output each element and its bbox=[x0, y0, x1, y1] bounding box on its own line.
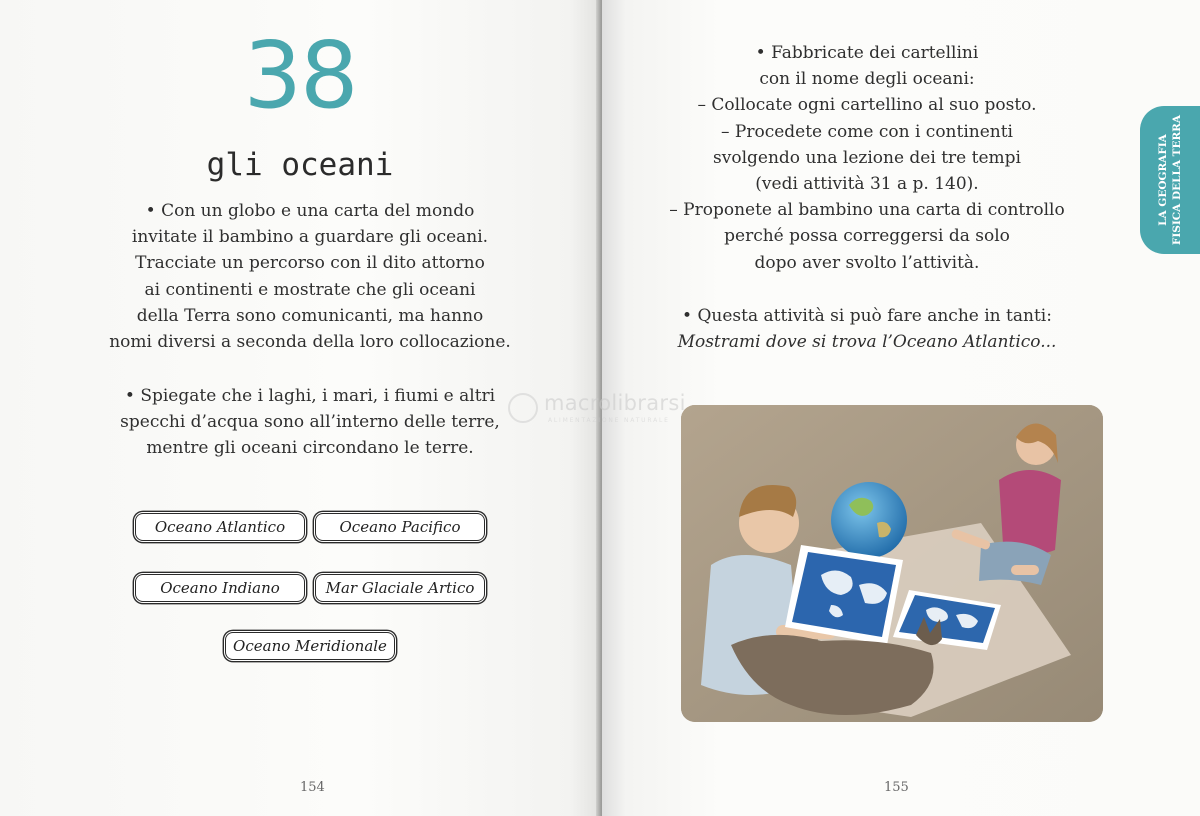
text-line: • Fabbricate dei cartellini bbox=[755, 43, 979, 63]
text-line: – Collocate ogni cartellino al suo posto. bbox=[697, 95, 1037, 116]
watermark-logo-icon bbox=[508, 393, 538, 423]
text-line: mentre gli oceani circondano le terre. bbox=[146, 438, 474, 459]
ocean-label-card: Oceano Pacifico bbox=[315, 513, 485, 541]
text-line: Tracciate un percorso con il dito attorno bbox=[135, 253, 485, 274]
text-line: – Procedete come con i continenti bbox=[720, 121, 1013, 142]
activity-title: gli oceani bbox=[206, 147, 394, 183]
text-line: perché possa correggersi da solo bbox=[724, 226, 1010, 247]
ocean-label-card: Mar Glaciale Artico bbox=[315, 574, 485, 602]
side-tab-label bbox=[1156, 110, 1184, 250]
right-paragraph-1 bbox=[602, 40, 1132, 276]
watermark-subtext: ALIMENTAZIONE NATURALE bbox=[548, 417, 670, 424]
text-line: svolgendo una lezione dei tre tempi bbox=[713, 147, 1021, 168]
photo-illustration bbox=[681, 405, 1103, 722]
activity-number: 38 bbox=[243, 22, 357, 129]
ocean-label-card: Oceano Meridionale bbox=[225, 632, 395, 660]
text-line: dopo aver svolto l’attività. bbox=[754, 252, 980, 273]
left-paragraph-1 bbox=[20, 198, 600, 355]
text-line: della Terra sono comunicanti, ma hanno bbox=[136, 305, 484, 326]
text-line: • Questa attività si può fare anche in tanti: bbox=[682, 306, 1052, 326]
right-paragraph-2 bbox=[602, 303, 1132, 355]
page-number-right: 155 bbox=[884, 780, 909, 795]
page-number-left: 154 bbox=[300, 780, 325, 795]
activity-photo bbox=[681, 405, 1103, 722]
text-line: – Proponete al bambino una carta di controllo bbox=[669, 200, 1065, 221]
text-line: specchi d’acqua sono all’interno delle terre, bbox=[120, 412, 500, 433]
side-tab-line: FISICA DELLA TERRA bbox=[1171, 114, 1183, 246]
text-line: invitate il bambino a guardare gli oceani. bbox=[131, 227, 489, 248]
side-tab-line: LA GEOGRAFIA bbox=[1157, 134, 1169, 226]
text-line: nomi diversi a seconda della loro collocazione. bbox=[109, 332, 511, 353]
example-question: Mostrami dove si trova l’Oceano Atlantico... bbox=[677, 332, 1057, 353]
ocean-label-card: Oceano Indiano bbox=[135, 574, 305, 602]
text-line: • Spiegate che i laghi, i mari, i fiumi e altri bbox=[124, 386, 496, 406]
ocean-label-card: Oceano Atlantico bbox=[135, 513, 305, 541]
text-line: ai continenti e mostrate che gli oceani bbox=[144, 279, 476, 300]
text-line: (vedi attività 31 a p. 140). bbox=[755, 174, 979, 195]
text-line: con il nome degli oceani: bbox=[759, 69, 975, 90]
chapter-side-tab bbox=[1140, 106, 1200, 254]
watermark bbox=[500, 389, 720, 429]
watermark-text: macrolibrarsi bbox=[544, 391, 686, 415]
text-line: • Con un globo e una carta del mondo bbox=[145, 201, 475, 221]
